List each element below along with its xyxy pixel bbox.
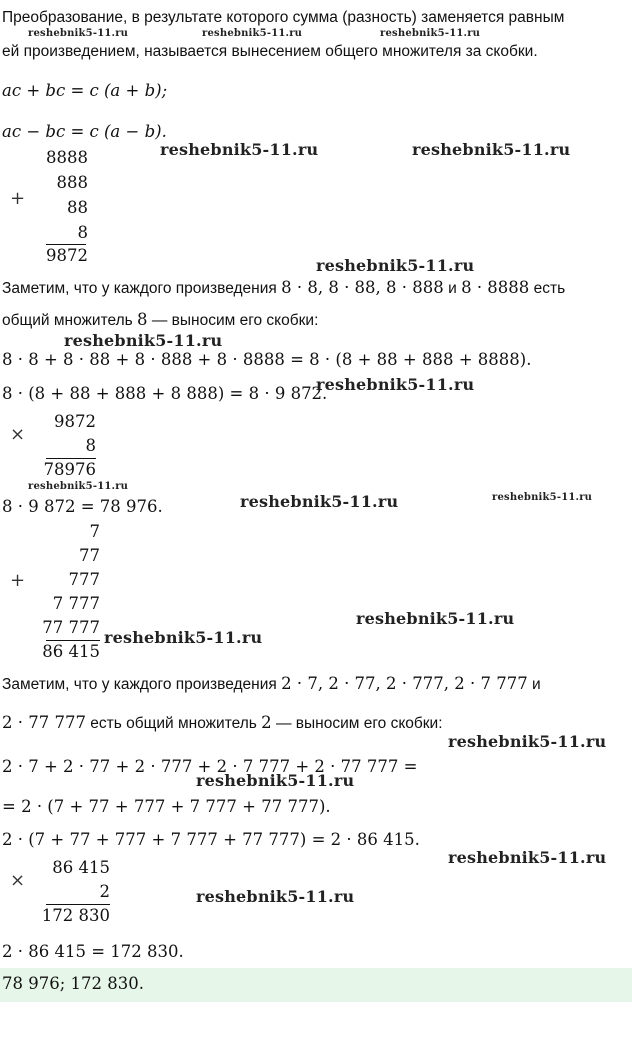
- intro-line-2: ей произведением, называется вынесением общего множителя за скобки.: [2, 43, 538, 60]
- watermark: reshebnik5-11.ru: [202, 28, 303, 39]
- watermark: reshebnik5-11.ru: [64, 331, 223, 350]
- addend: 8888: [46, 148, 88, 167]
- note-and: и: [448, 280, 457, 297]
- watermark: reshebnik5-11.ru: [316, 375, 475, 394]
- watermark: reshebnik5-11.ru: [28, 28, 129, 39]
- watermark: reshebnik5-11.ru: [448, 732, 607, 751]
- watermark: reshebnik5-11.ru: [448, 848, 607, 867]
- watermark: reshebnik5-11.ru: [492, 492, 593, 503]
- plus-sign: +: [10, 570, 26, 591]
- watermark: reshebnik5-11.ru: [316, 256, 475, 275]
- part1-note-line-1: [2, 278, 565, 299]
- addend: 77 777: [42, 618, 100, 637]
- part1-note-line-2: [2, 310, 318, 331]
- formula-sum: ac + bc = c (a + b);: [2, 81, 168, 100]
- addend: 8: [77, 223, 88, 242]
- part2-note-line-1: [2, 674, 541, 695]
- watermark: reshebnik5-11.ru: [196, 771, 355, 790]
- note-text: — выносим его скобки:: [151, 312, 319, 329]
- part1-equation-2: 8 · (8 + 88 + 888 + 8 888) = 8 · 9 872.: [2, 384, 328, 403]
- part2-equation-4: 2 · 86 415 = 172 830.: [2, 942, 184, 961]
- note-text: есть: [533, 280, 566, 297]
- product-result: 172 830: [41, 906, 110, 925]
- factor: 2: [99, 882, 110, 901]
- addend: 7 777: [52, 594, 100, 613]
- column-multiplication-1: [0, 410, 120, 480]
- times-sign: ×: [10, 424, 26, 445]
- times-sign: ×: [10, 870, 26, 891]
- intro-line-1: Преобразование, в результате которого сумма (разность) заменяется равным: [2, 9, 565, 26]
- watermark: reshebnik5-11.ru: [104, 628, 263, 647]
- addend: 88: [67, 198, 88, 217]
- part2-equation-3: 2 · (7 + 77 + 777 + 7 777 + 77 777) = 2 · 86 415.: [2, 830, 420, 849]
- part2-equation-2: = 2 · (7 + 77 + 777 + 7 777 + 77 777).: [2, 797, 331, 816]
- note-math: 8 · 8, 8 · 88, 8 · 888: [281, 278, 444, 297]
- sum-result: 9872: [46, 246, 88, 265]
- note-text: Заметим, что у каждого произведения: [2, 676, 277, 693]
- note-math: 2: [261, 713, 272, 732]
- factor: 8: [85, 436, 96, 455]
- answer-box: [0, 968, 632, 1002]
- addend: 888: [56, 173, 88, 192]
- plus-sign: +: [10, 188, 26, 209]
- note-text: Заметим, что у каждого произведения: [2, 280, 277, 297]
- answer-text: 78 976; 172 830.: [2, 974, 145, 993]
- note-and: и: [532, 676, 541, 693]
- part2-note-line-2: [2, 713, 443, 734]
- column-multiplication-2: [0, 856, 120, 928]
- watermark: reshebnik5-11.ru: [196, 887, 355, 906]
- factor: 86 415: [52, 858, 110, 877]
- watermark: reshebnik5-11.ru: [412, 140, 571, 159]
- watermark: reshebnik5-11.ru: [28, 481, 129, 492]
- sum-result: 86 415: [42, 642, 100, 661]
- note-math: 8 · 8888: [461, 278, 530, 297]
- watermark: reshebnik5-11.ru: [240, 492, 399, 511]
- part2-equation-1: 2 · 7 + 2 · 77 + 2 · 777 + 2 · 7 777 + 2 · 77 777 =: [2, 757, 418, 776]
- note-math: 8: [137, 310, 148, 329]
- note-text: — выносим его скобки:: [275, 715, 443, 732]
- column-addition-2: [0, 520, 120, 670]
- product-result: 78976: [43, 460, 96, 479]
- note-math: 2 · 7, 2 · 77, 2 · 777, 2 · 7 777: [281, 674, 528, 693]
- note-math: 2 · 77 777: [2, 713, 86, 732]
- factor: 9872: [54, 412, 96, 431]
- watermark: reshebnik5-11.ru: [380, 28, 481, 39]
- addend: 77: [79, 546, 100, 565]
- watermark: reshebnik5-11.ru: [160, 140, 319, 159]
- formula-difference: ac − bc = c (a − b).: [2, 122, 167, 141]
- part1-equation-1: 8 · 8 + 8 · 88 + 8 · 888 + 8 · 8888 = 8 · (8 + 88 + 888 + 8888).: [2, 350, 532, 369]
- column-addition-1: [0, 146, 120, 266]
- addend: 7: [89, 522, 100, 541]
- addend: 777: [68, 570, 100, 589]
- note-text: есть общий множитель: [90, 715, 257, 732]
- part1-equation-3: 8 · 9 872 = 78 976.: [2, 497, 163, 516]
- note-text: общий множитель: [2, 312, 133, 329]
- watermark: reshebnik5-11.ru: [356, 609, 515, 628]
